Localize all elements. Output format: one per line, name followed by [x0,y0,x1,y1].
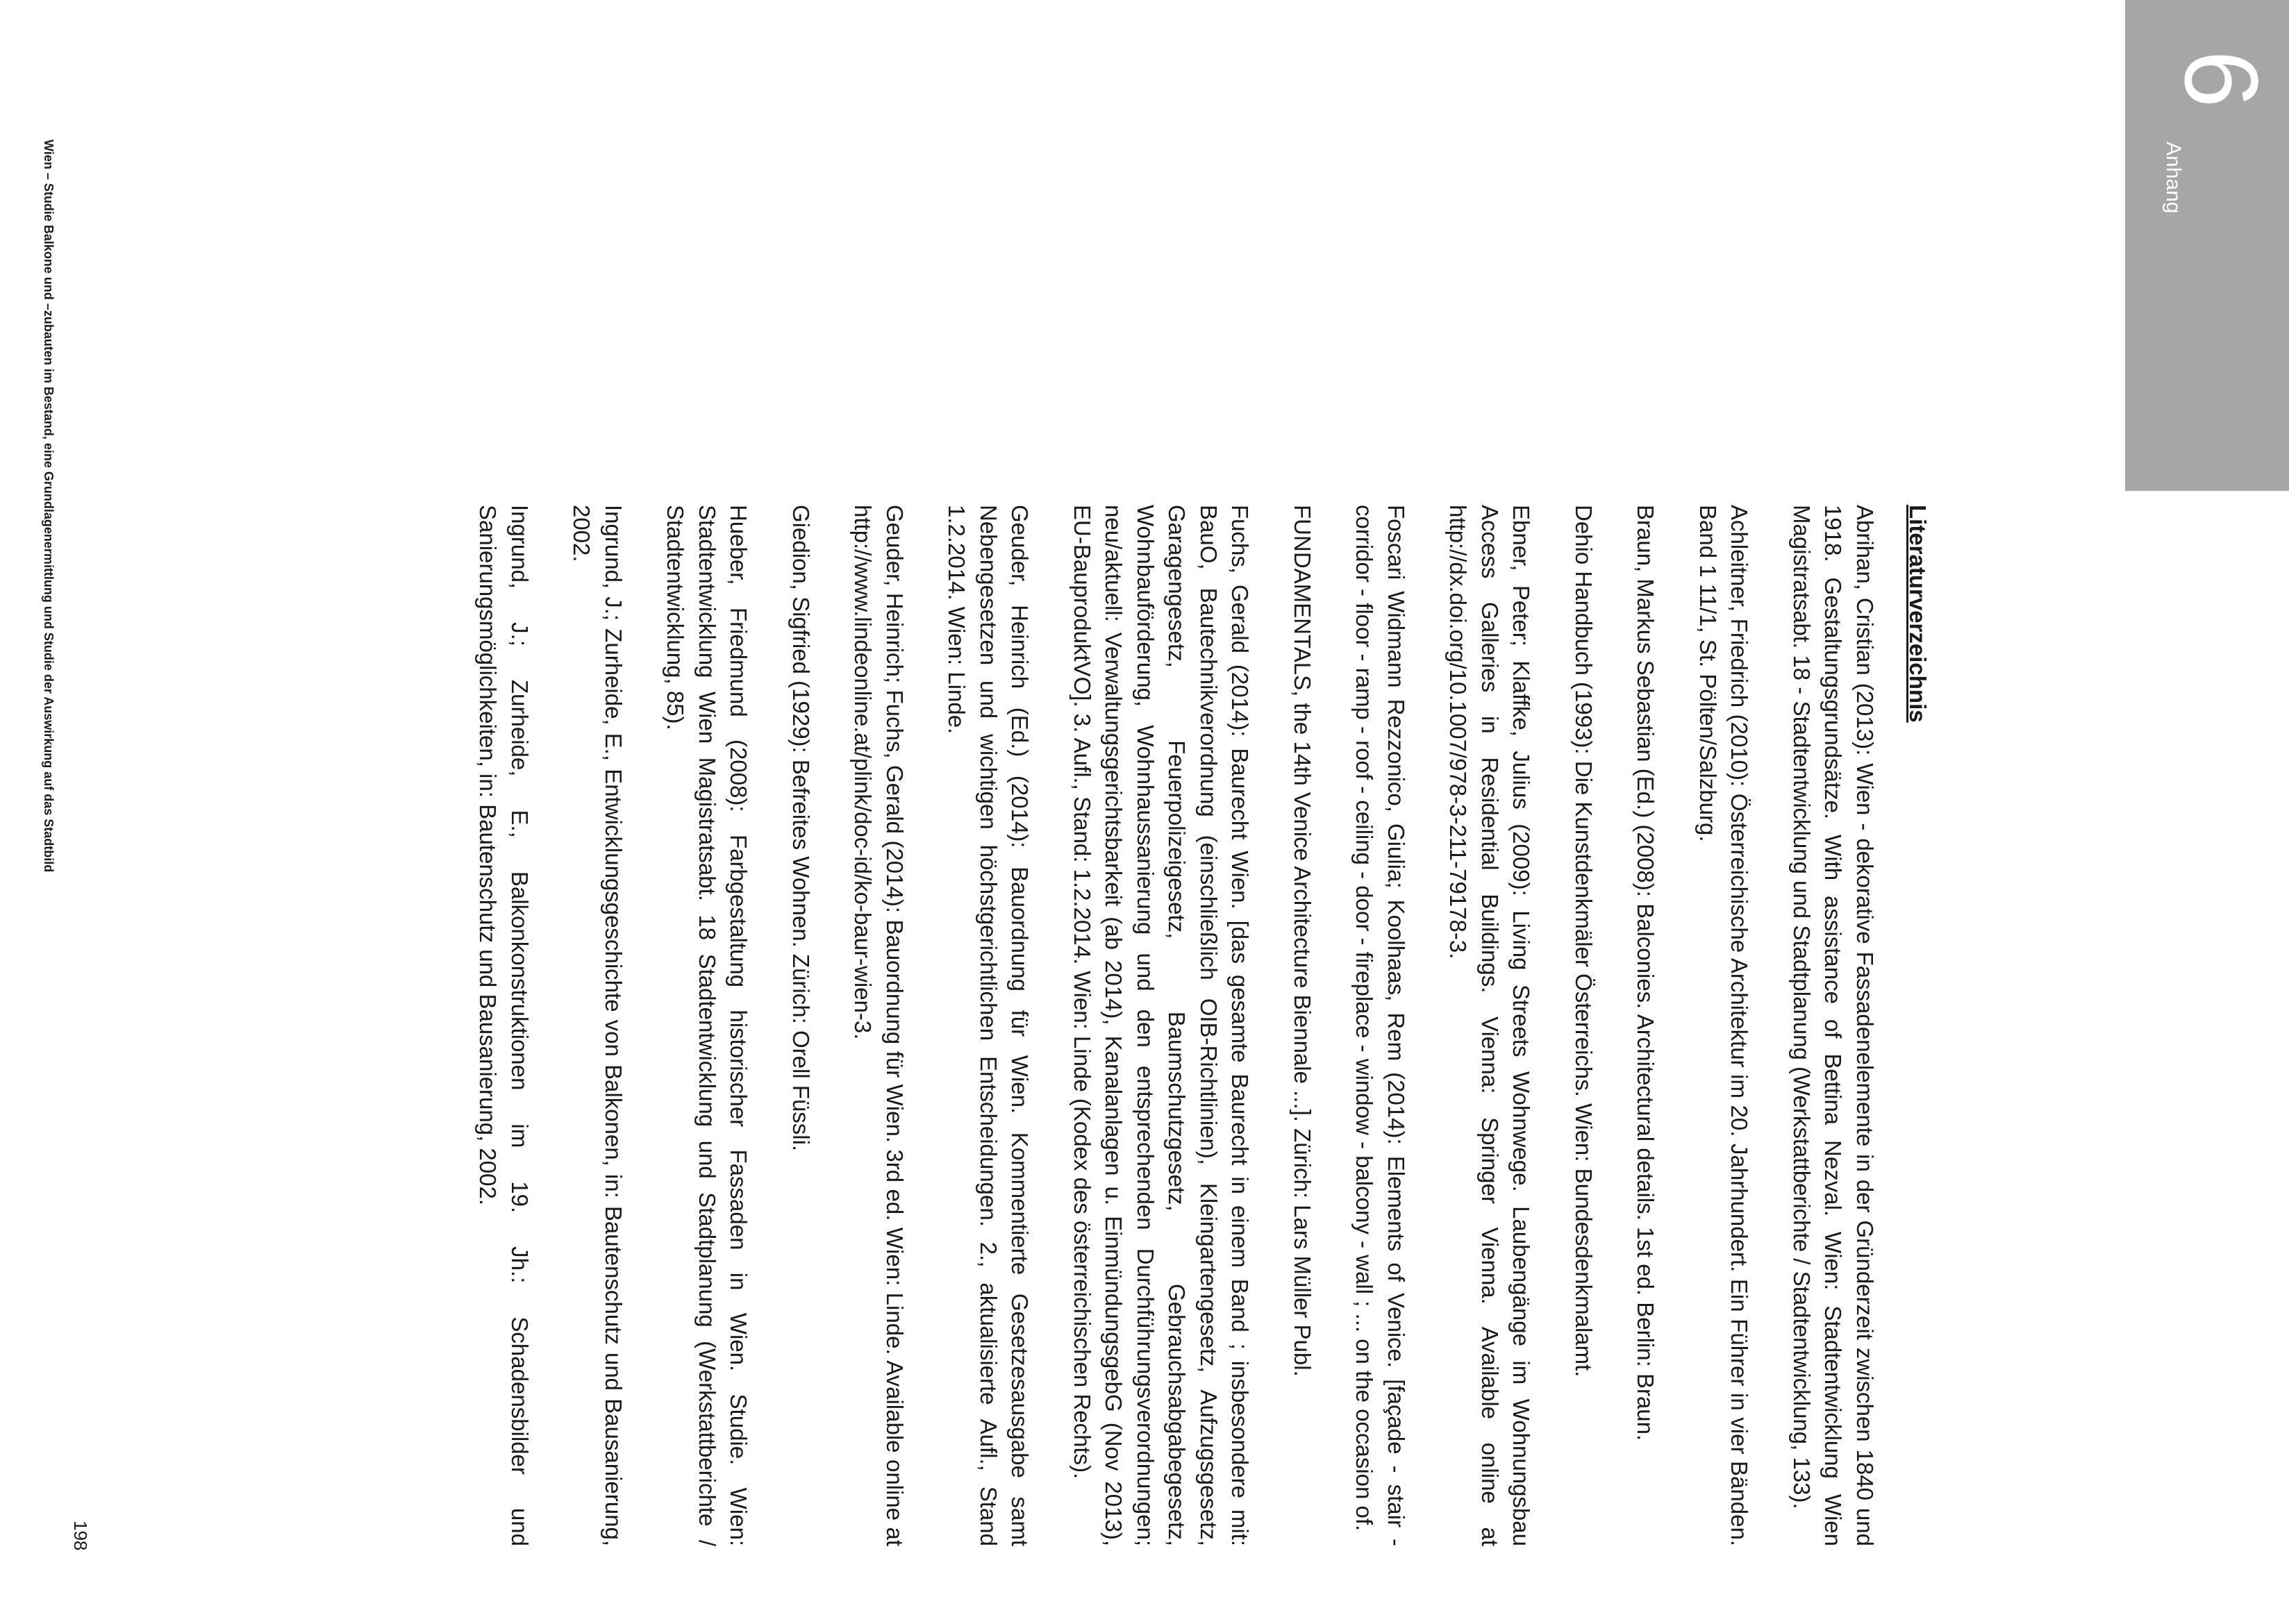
bibliography-entry: Ingrund, J.; Zurheide, E., Entwicklungsgeschichte von Balkonen, in: Bautenschutz und Bausanierung, 2002. [569,505,626,1546]
bibliography-entry: Geuder, Heinrich; Fuchs, Gerald (2014): Bauordnung für Wien. 3rd ed. Wien: Linde. Available online at http://www.lindeonline.at/plink/doc-id/ko-baur-wien-3. [850,505,908,1546]
chapter-number: 6 [2163,50,2280,108]
running-footer: Wien – Studie Balkone und –zubauten im Bestand, eine Grundlagenermittlung und Studie der Auswirkung auf das Stadtbild [42,140,56,873]
bibliography-entry: FUNDAMENTALS, the 14th Venice Architecture Biennale ...]. Zürich: Lars Müller Publ. [1290,505,1315,1377]
bibliography-entry: Geuder, Heinrich (Ed.) (2014): Bauordnung für Wien. Kommentierte Gesetzesausgabe samt Nebengesetzen und wichtigen höchstgerichtlichen Entscheidungen. 2., aktualisierte Aufl., Stand 1.2.2014. Wien: Linde. [944,505,1033,1546]
bibliography-entry: Abrihan, Cristian (2013): Wien - dekorative Fassadenelemente in der Gründerzeit zwischen 1840 und 1918. Gestaltungsgrundsätze. With assistance of Bettina Nezval. Wien: Stadtentwicklung Wien Magistratsabt. 18 - Stadtentwicklung und Stadtplanung (Werkstattberichte / Stadtentwicklung, 133). [1789,505,1878,1546]
bibliography-entry: Ingrund, J.; Zurheide, E., Balkonkonstruktionen im 19. Jh.: Schadensbilder und Sanierungsmöglichkeiten, in: Bautenschutz und Bausanierung, 2002. [475,505,533,1546]
bibliography-entry: Braun, Markus Sebastian (Ed.) (2008): Balconies. Architectural details. 1st ed. Berlin: Braun. [1633,505,1659,1441]
bibliography-entry: Fuchs, Gerald (2014): Baurecht Wien. [das gesamte Baurecht in einem Band ; insbesondere mit: BauO, Bautechnikverordnung (einschließlich OIB-Richtlinien), Kleingartengesetz, Aufzugsgesetz, Garagengesetz, Feuerpolizeigesetz, Baumschutzgesetz, Gebrauchsabgabegesetz, Wohnbauförderung, Wohnhaussanierung und den entsprechenden Durchführungsverordnungen; neu/aktuell: Verwaltungsgerichtsbarkeit (ab 2014), Kanalanlagen u. EinmündungsgebG (Nov 2013), EU-BauproduktVO]. 3. Aufl., Stand: 1.2.2014. Wien: Linde (Kodex des österreichischen Rechts). [1069,505,1254,1546]
bibliography-entry: Dehio Handbuch (1993): Die Kunstdenkmäler Österreichs. Wien: Bundesdenkmalamt. [1571,505,1597,1378]
section-title: Literaturverzeichnis [1905,505,1931,723]
bibliography-list [442,505,1881,1546]
bibliography-entry: Achleitner, Friedrich (2010): Österreichische Architektur im 20. Jahrhundert. Ein Führer in vier Bänden. Band 1 11/1, St. Pölten/Salzburg. [1695,505,1753,1546]
chapter-tab [2125,0,2289,491]
bibliography-entry: Ebner, Peter; Klaffke, Julius (2009): Living Streets Wohnwege. Laubengänge im Wohnungsbau Access Galleries in Residential Buildings. Vienna: Springer Vienna. Available online at http://dx.doi.org/10.1007/978-3-211-79178-3. [1445,505,1535,1546]
chapter-label: Anhang [2162,142,2185,214]
bibliography-entry: Giedion, Sigfried (1929): Befreites Wohnen. Zürich: Orell Füssli. [788,505,814,1152]
bibliography-entry: Foscari Widmann Rezzonico, Giulia; Koolhaas, Rem (2014): Elements of Venice. [façade - stair - corridor - floor - ramp - roof - ceiling - door - fireplace - window - balcony - wall ; ... on the occasion of. [1351,505,1409,1546]
page-number: 198 [70,1521,91,1551]
bibliography-entry: Hueber, Friedmund (2008): Farbgestaltung historischer Fassaden in Wien. Studie. Wien: Stadtentwicklung Wien Magistratsabt. 18 Stadtentwicklung und Stadtplanung (Werkstattberichte / Stadtentwicklung, 85). [663,505,752,1546]
